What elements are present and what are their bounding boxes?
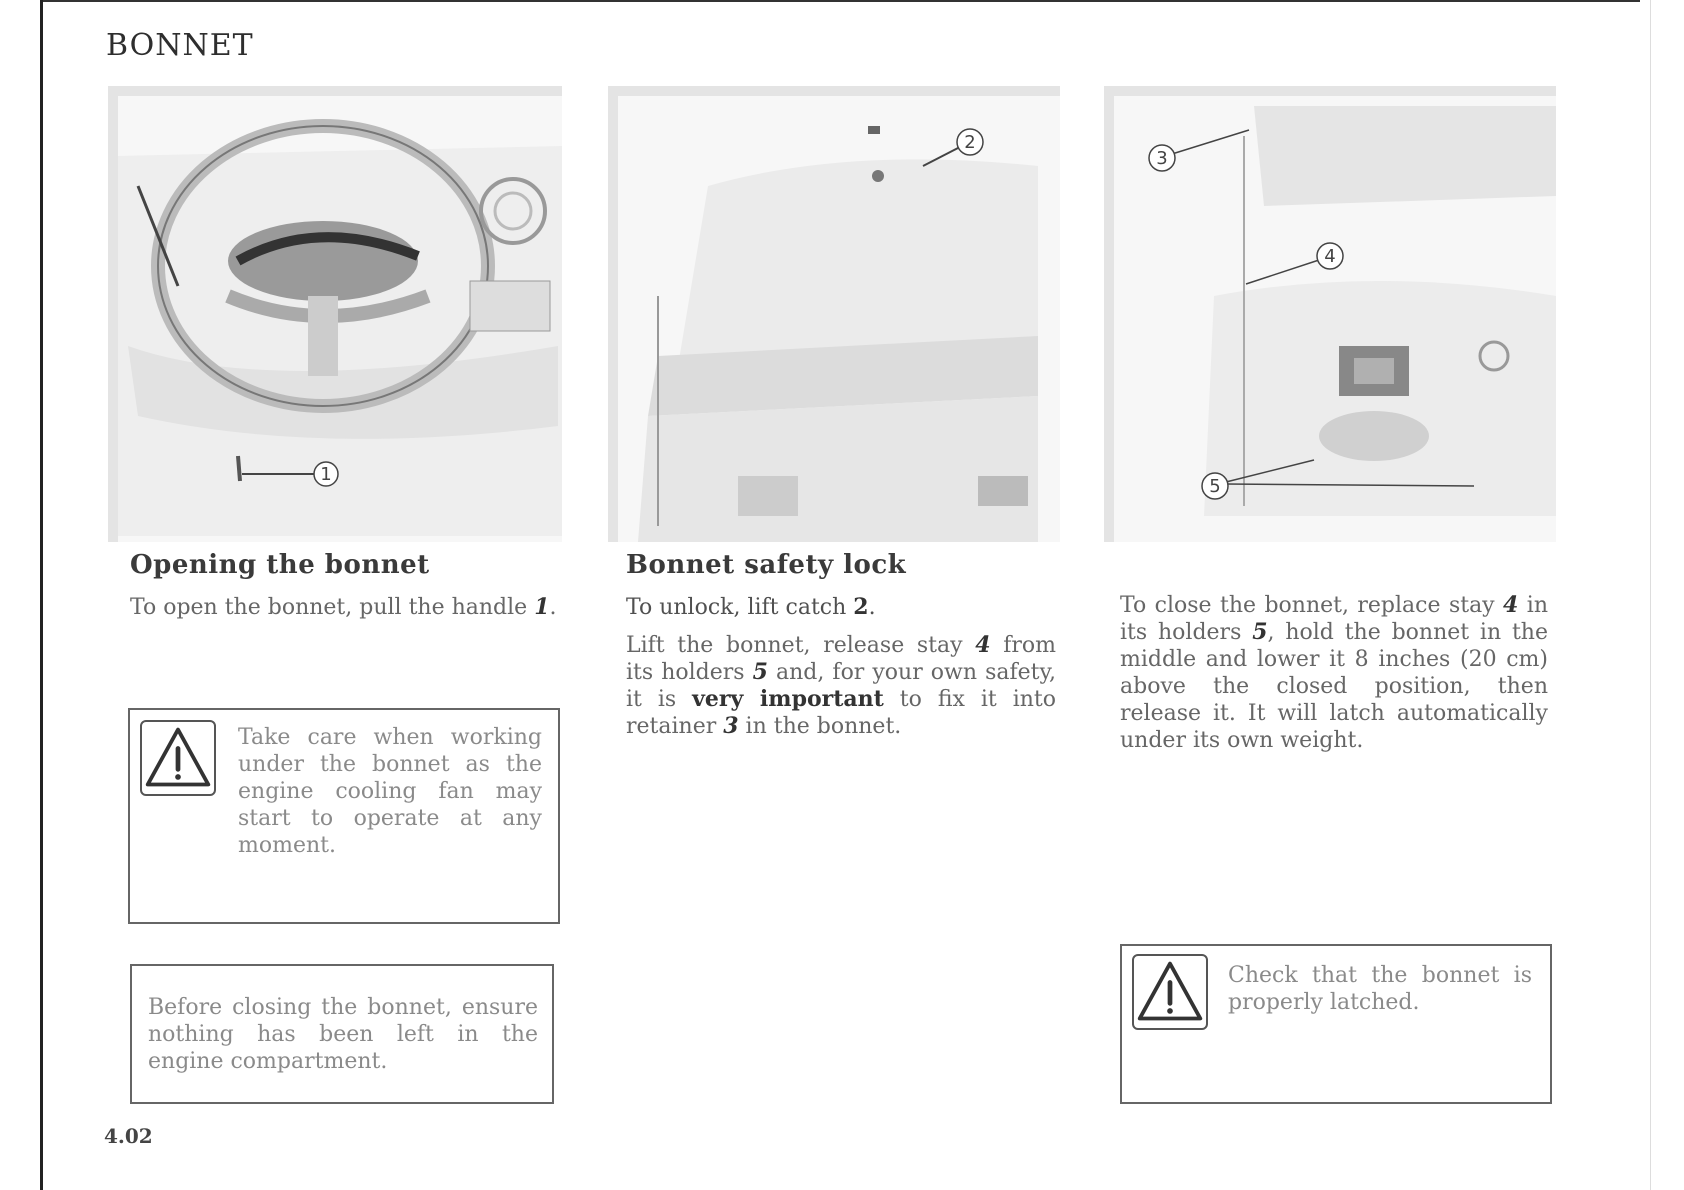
warning-text-cooling-fan: Take care when working under the bonnet as the engine cooling fan may start to operate at any moment. [238, 725, 542, 858]
warning-triangle-icon [1132, 954, 1208, 1030]
page-top-edge [40, 0, 1640, 2]
warning-box-latch-check [1120, 944, 1552, 1104]
warning-text-latch-check: Check that the bonnet is properly latched. [1228, 963, 1532, 1015]
callout-5-label: 5 [1209, 476, 1221, 497]
bonnet-stay-illustration [1114, 96, 1556, 542]
callout-1-label: 1 [320, 464, 332, 485]
paragraph-opening-bonnet: To open the bonnet, pull the handle 1. [130, 594, 557, 620]
page-left-edge [40, 0, 43, 1190]
engine-bay-illustration [618, 96, 1060, 542]
paragraph-closing-bonnet: To close the bonnet, replace stay 4 in its holders 5, hold the bonnet in the middle and lower it 8 inches (20 cm) above the closed position, then release it. It will latch automatically under its own weight. [1120, 592, 1548, 753]
callout-2-label: 2 [964, 132, 976, 153]
callout-4-label: 4 [1324, 246, 1336, 267]
paragraph-unlock-catch: To unlock, lift catch 2. [626, 594, 876, 620]
warning-box-cooling-fan [128, 708, 560, 924]
page-title: BONNET [106, 28, 254, 63]
paragraph-fix-stay: Lift the bonnet, release stay 4 from its holders 5 and, for your own safety, it is very important to fix it into retainer 3 in the bonnet. [626, 632, 1057, 739]
figure-bonnet-release-handle [108, 86, 562, 542]
dashboard-illustration [118, 96, 562, 542]
warning-triangle-icon [140, 720, 216, 796]
page-right-edge [1650, 0, 1651, 1190]
figure-bonnet-safety-catch [608, 86, 1060, 542]
figure-bonnet-stay [1104, 86, 1556, 542]
heading-opening-the-bonnet: Opening the bonnet [130, 550, 430, 580]
heading-bonnet-safety-lock: Bonnet safety lock [626, 550, 907, 580]
page-number: 4.02 [104, 1124, 153, 1148]
note-text-engine-compartment: Before closing the bonnet, ensure nothing has been left in the engine compartment. [148, 995, 538, 1074]
callout-3-label: 3 [1156, 148, 1168, 169]
note-box-engine-compartment [130, 964, 554, 1104]
